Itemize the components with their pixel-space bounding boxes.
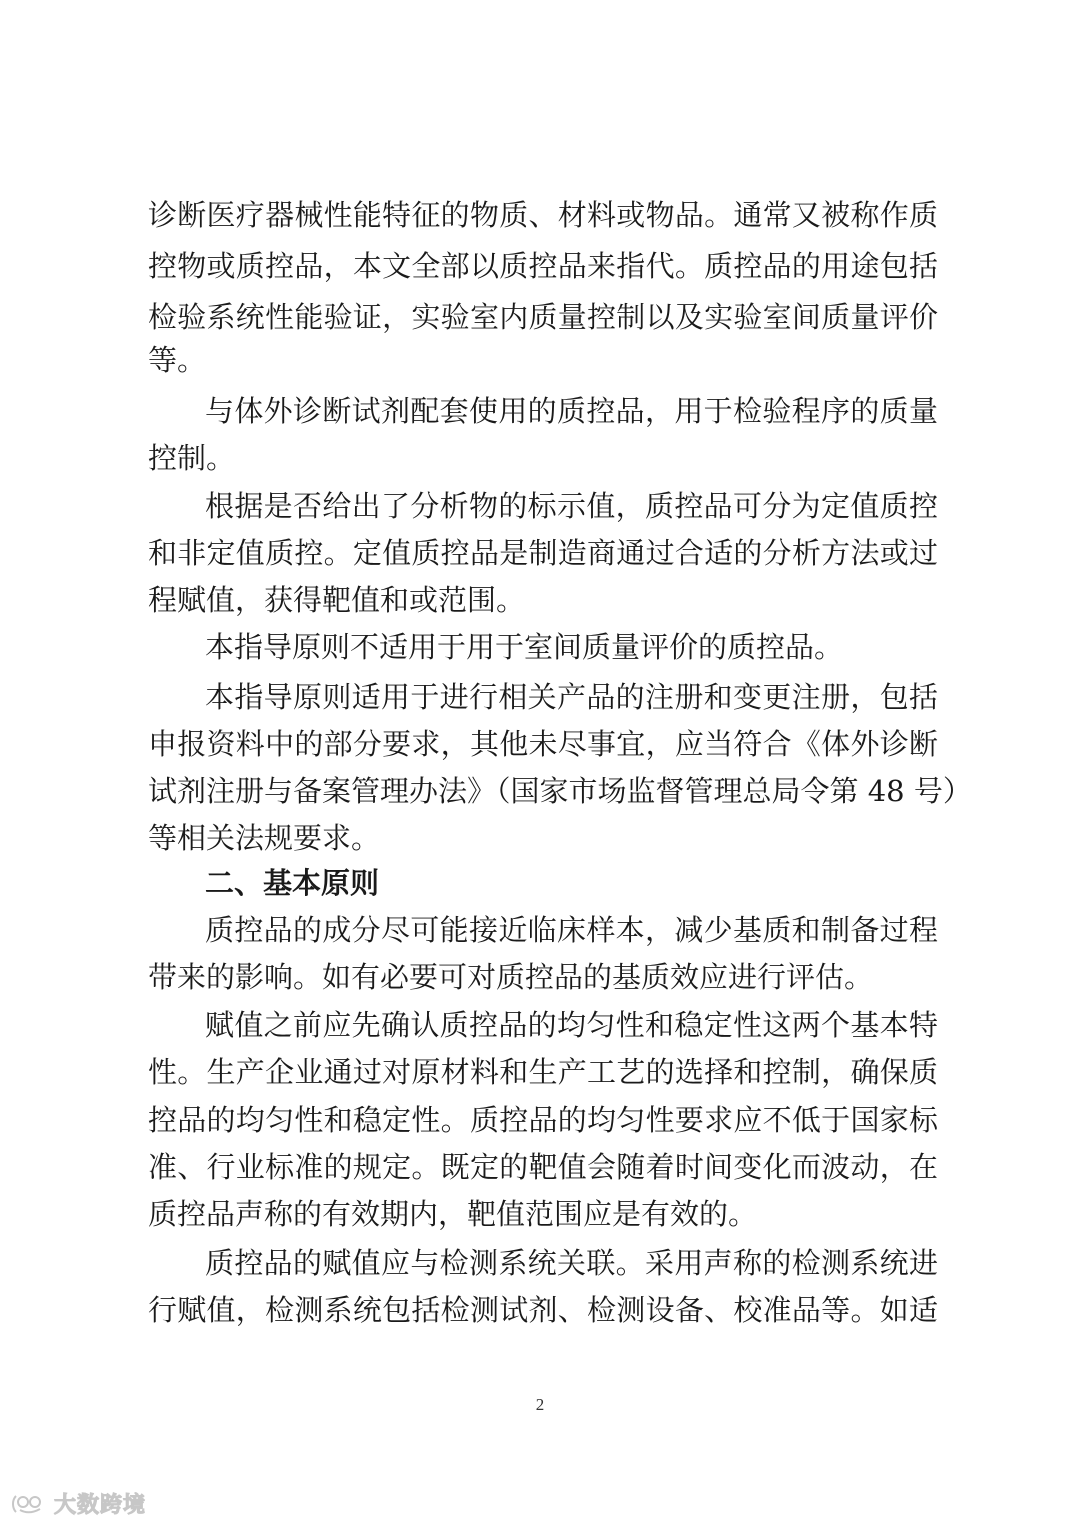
text-line: 赋值之前应先确认质控品的均匀性和稳定性这两个基本特 <box>205 1008 938 1042</box>
section-heading: 二、基本原则 <box>205 866 380 900</box>
text-line: 申报资料中的部分要求，其他未尽事宜，应当符合《体外诊断 <box>148 727 938 761</box>
text-line: 与体外诊断试剂配套使用的质控品，用于检验程序的质量 <box>205 394 938 428</box>
text-line: 检验系统性能验证，实验室内质量控制以及实验室间质量评价 <box>148 300 938 334</box>
watermark-text: 大数跨境 <box>54 1493 147 1518</box>
text-line: 本指导原则不适用于用于室间质量评价的质控品。 <box>205 630 844 664</box>
text-line: 质控品声称的有效期内，靶值范围应是有效的。 <box>148 1197 758 1231</box>
text-line: 诊断医疗器械性能特征的物质、材料或物品。通常又被称作质 <box>148 198 938 232</box>
text-line: 和非定值质控。定值质控品是制造商通过合适的分析方法或过 <box>148 536 938 570</box>
text-line: 控物或质控品，本文全部以质控品来指代。质控品的用途包括 <box>148 249 938 283</box>
text-line: 试剂注册与备案管理办法》（国家市场监督管理总局令第 48 号） <box>148 774 972 808</box>
text-line: 程赋值，获得靶值和或范围。 <box>148 583 526 617</box>
text-line: 等相关法规要求。 <box>148 821 381 855</box>
text-line: 性。生产企业通过对原材料和生产工艺的选择和控制，确保质 <box>148 1055 938 1089</box>
text-line: 控制。 <box>148 441 236 475</box>
watermark-logo-icon <box>10 1492 48 1516</box>
text-line: 本指导原则适用于进行相关产品的注册和变更注册，包括 <box>205 680 938 714</box>
text-line: 行赋值，检测系统包括检测试剂、检测设备、校准品等。如适 <box>148 1293 938 1327</box>
watermark <box>10 1488 146 1519</box>
text-line: 质控品的成分尽可能接近临床样本，减少基质和制备过程 <box>205 913 938 947</box>
text-line: 质控品的赋值应与检测系统关联。采用声称的检测系统进 <box>205 1246 938 1280</box>
text-line: 根据是否给出了分析物的标示值，质控品可分为定值质控 <box>205 489 938 523</box>
text-line: 带来的影响。如有必要可对质控品的基质效应进行评估。 <box>148 960 874 994</box>
text-line: 等。 <box>148 343 207 377</box>
page-number: 2 <box>535 1395 545 1414</box>
text-line: 控品的均匀性和稳定性。质控品的均匀性要求应不低于国家标 <box>148 1103 938 1137</box>
text-line: 准、行业标准的规定。既定的靶值会随着时间变化而波动，在 <box>148 1150 938 1184</box>
